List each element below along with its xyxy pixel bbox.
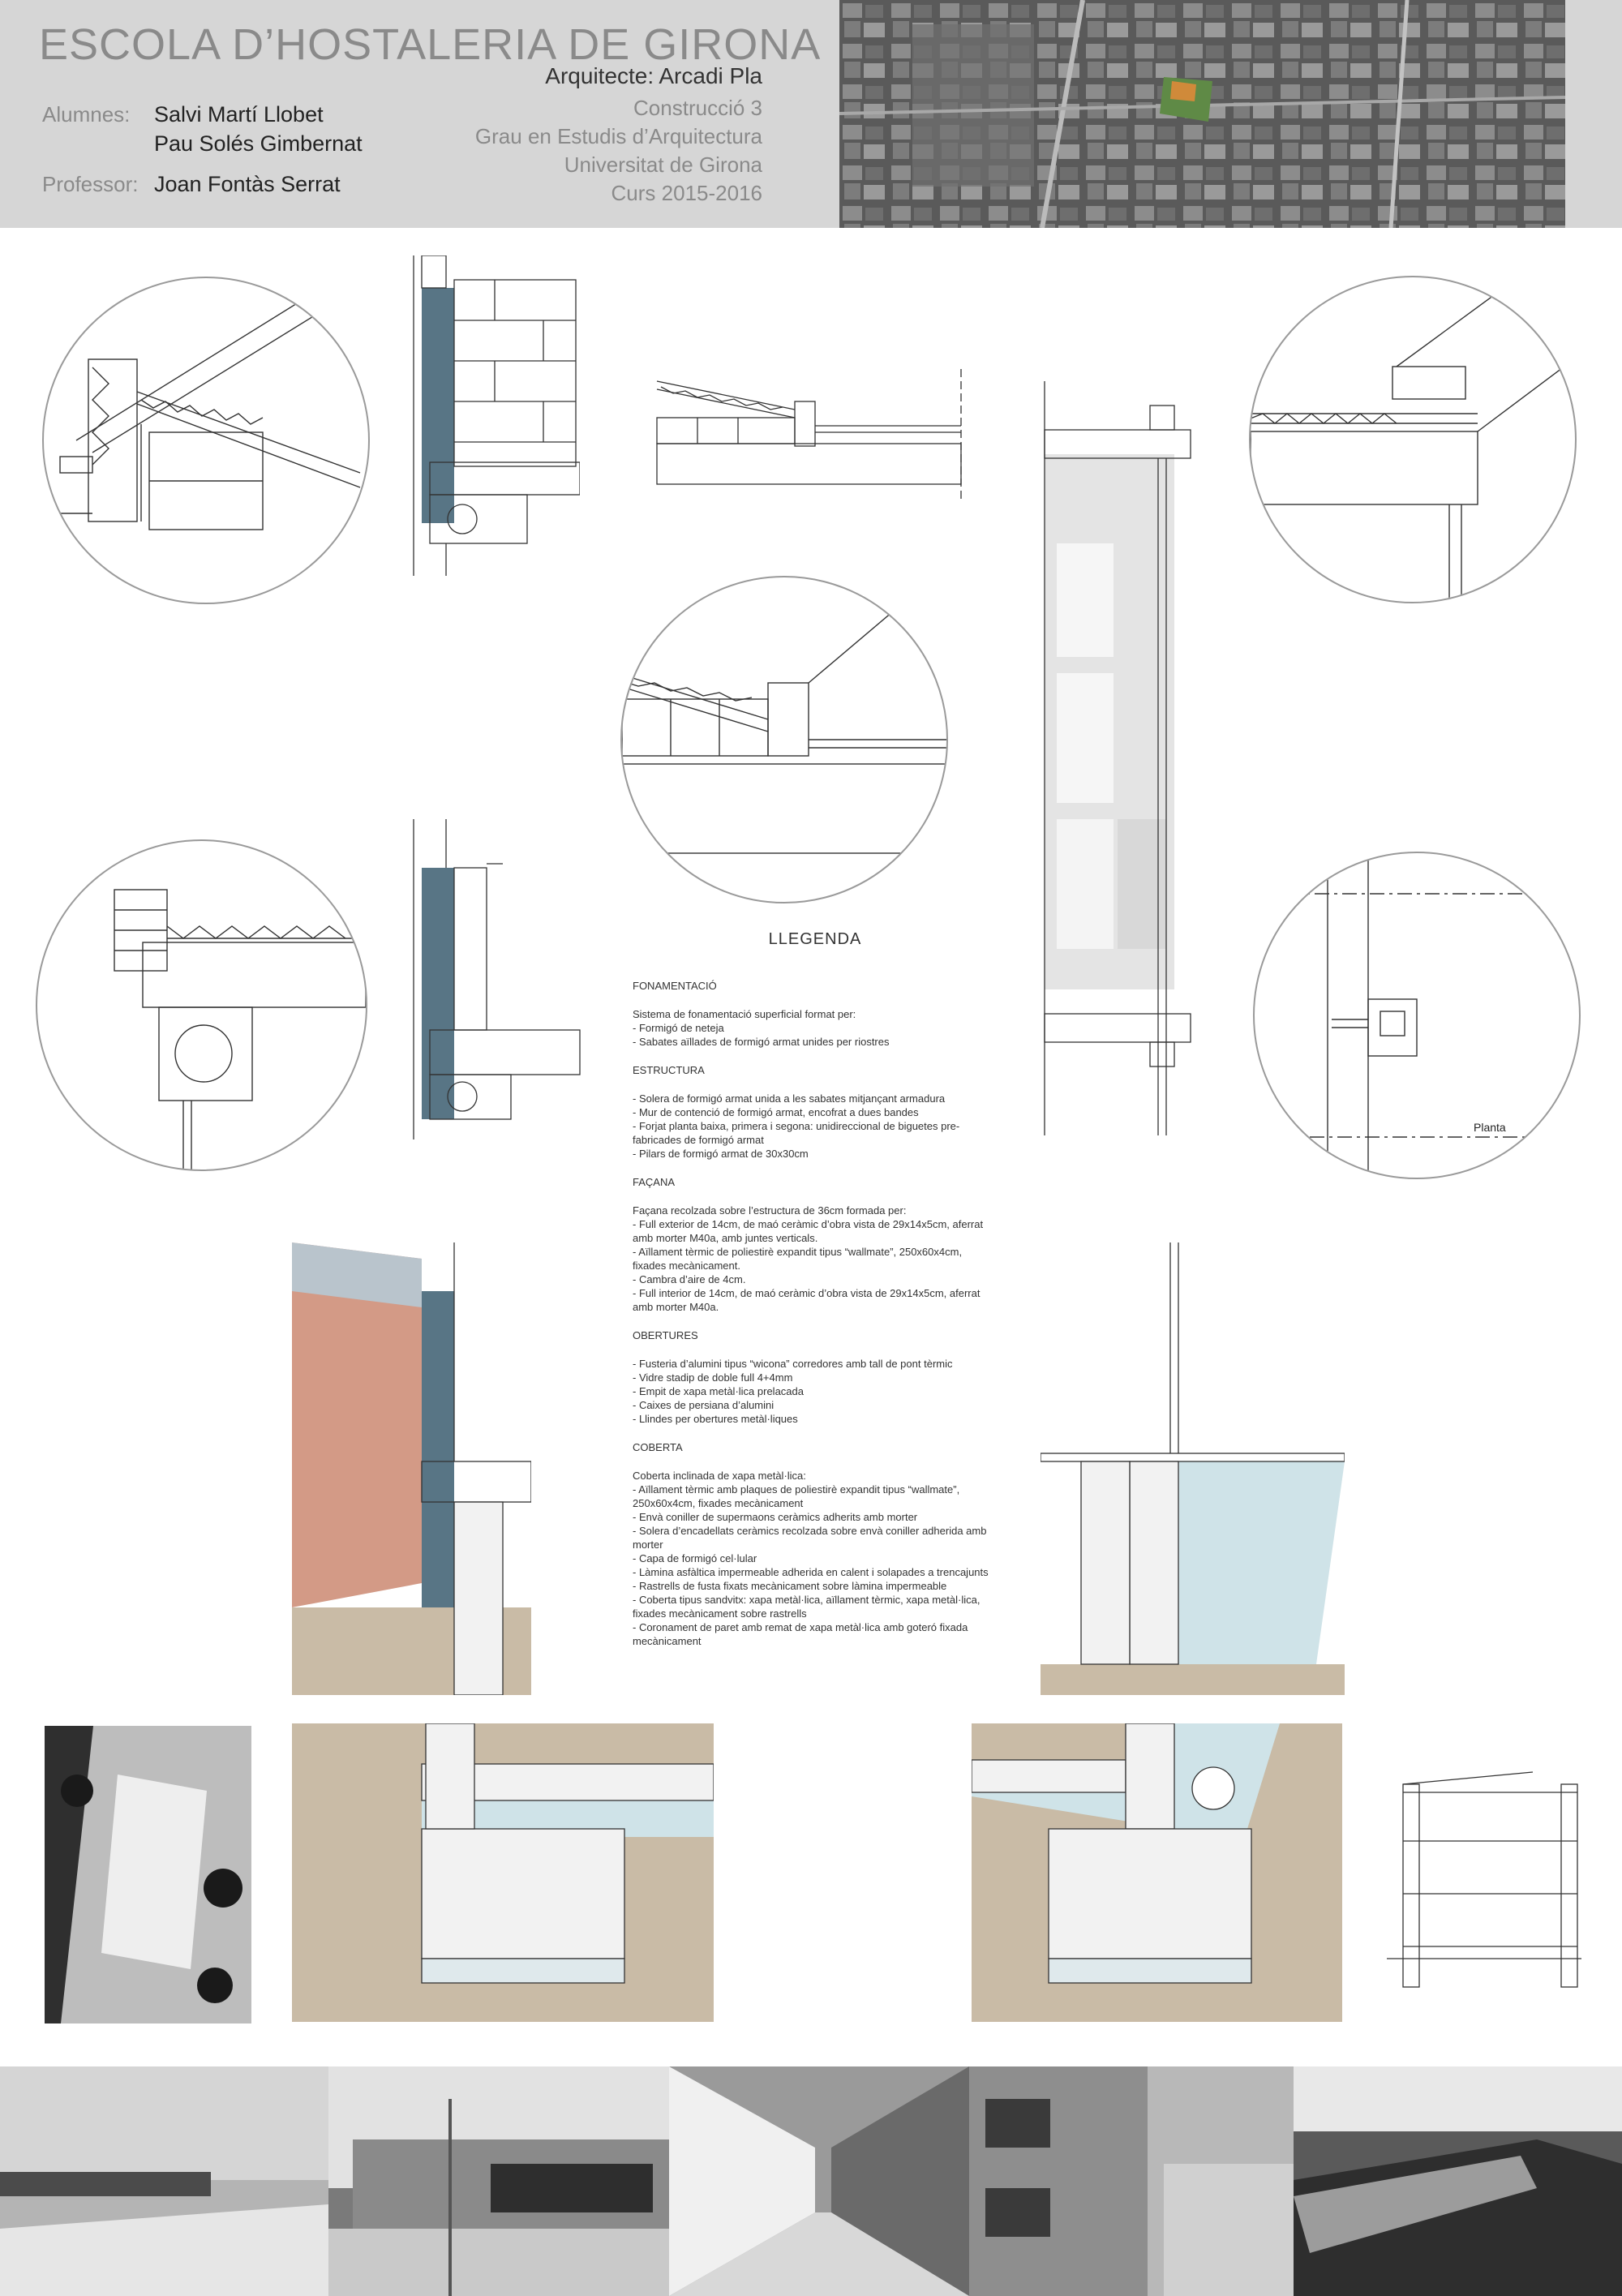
architect-credit: Arquitecte: Arcadi Pla <box>545 63 762 88</box>
legend-item: - Llindes per obertures metàl·liques <box>633 1413 798 1425</box>
legend-heading: FONAMENTACIÓ <box>633 980 717 992</box>
detail-circle-plan <box>1253 852 1581 1179</box>
legend-item: - Pilars de formigó armat de 30x30cm <box>633 1148 809 1160</box>
wall-section-top <box>381 255 580 576</box>
legend-item: - Sabates aïllades de formigó armat unides per riostres <box>633 1036 890 1048</box>
legend-item: - Coberta tipus sandvitx: xapa metàl·lica, aïllament tèrmic, xapa metàl·lica, fixades mecànicament sobre rastrells <box>633 1594 980 1620</box>
glazed-facade-section <box>1036 381 1199 1144</box>
legend-item: - Envà coniller de supermaons ceràmics adherits amb morter <box>633 1511 918 1523</box>
legend-item: - Full exterior de 14cm, de maó ceràmic d’obra vista de 29x14x5cm, aferrat amb morter M40a, amb juntes verticals. <box>633 1218 984 1244</box>
legend-item: - Cambra d’aire de 4cm. <box>633 1273 746 1285</box>
professor-name: Joan Fontàs Serrat <box>154 172 341 196</box>
wall-section-mid <box>381 819 584 1139</box>
photo-windows <box>969 2066 1294 2296</box>
legend <box>633 930 998 1648</box>
photo-corridor <box>669 2066 969 2296</box>
foundation-section-right <box>972 1723 1342 2022</box>
facade-photo-section <box>292 1242 531 1695</box>
legend-item: - Mur de contenció de formigó armat, encofrat a dues bandes <box>633 1106 919 1118</box>
legend-intro: Façana recolzada sobre l’estructura de 36cm formada per: <box>633 1204 907 1217</box>
student-name: Salvi Martí Llobet <box>154 102 324 127</box>
photo-facade <box>328 2066 669 2296</box>
legend-heading: FAÇANA <box>633 1176 676 1188</box>
detail-circle-parapet <box>1249 276 1577 603</box>
photo-courtyard <box>0 2066 328 2296</box>
photo-strip <box>0 2066 1622 2296</box>
legend-item: - Formigó de neteja <box>633 1022 724 1034</box>
legend-item: - Rastrells de fusta fixats mecànicament sobre làmina impermeable <box>633 1580 947 1592</box>
course-year: Curs 2015-2016 <box>611 181 762 205</box>
page-title: ESCOLA D’HOSTALERIA DE GIRONA <box>39 20 822 69</box>
legend-item: - Làmina asfàltica impermeable adherida en calent i solapades a trencajunts <box>633 1566 989 1578</box>
student-name: Pau Solés Gimbernat <box>154 131 363 156</box>
legend-intro: Sistema de fonamentació superficial format per: <box>633 1008 856 1020</box>
legend-item: - Solera de formigó armat unida a les sabates mitjançant armadura <box>633 1092 946 1105</box>
legend-heading: COBERTA <box>633 1441 683 1453</box>
legend-item: - Coronament de paret amb remat de xapa metàl·lica amb goteró fixada mecànicament <box>633 1621 968 1647</box>
legend-heading: OBERTURES <box>633 1329 698 1341</box>
legend-item: - Empit de xapa metàl·lica prelacada <box>633 1385 804 1397</box>
students-label: Alumnes: <box>42 102 131 127</box>
legend-item: - Fusteria d’alumini tipus “wicona” corredores amb tall de pont tèrmic <box>633 1358 953 1370</box>
model-photo <box>45 1726 251 2023</box>
plant-label: Planta <box>1474 1121 1506 1134</box>
foundation-section-left <box>292 1723 714 2022</box>
aerial-photo <box>839 0 1565 228</box>
legend-item: - Full interior de 14cm, de maó ceràmic d’obra vista de 29x14x5cm, aferrat amb morter M40a. <box>633 1287 980 1313</box>
retaining-wall-section <box>1041 1242 1345 1695</box>
roof-section <box>649 369 973 499</box>
legend-item: - Capa de formigó cel·lular <box>633 1552 757 1564</box>
legend-item: - Forjat planta baixa, primera i segona: unidireccional de biguetes pre-fabricades de formigó armat <box>633 1120 960 1146</box>
legend-heading: ESTRUCTURA <box>633 1064 705 1076</box>
course-university: Universitat de Girona <box>564 152 762 177</box>
photo-roof <box>1294 2066 1622 2296</box>
building-section-small <box>1371 1752 1581 2011</box>
header <box>0 0 1622 228</box>
legend-title: LLEGENDA <box>768 930 862 948</box>
detail-circle-roof <box>620 576 948 903</box>
legend-item: - Aïllament tèrmic amb plaques de poliestirè expandit tipus “wallmate”, 250x60x4cm, fixades mecànicament <box>633 1483 960 1509</box>
professor-label: Professor: <box>42 172 139 196</box>
legend-item: - Aïllament tèrmic de poliestirè expandit tipus “wallmate”, 250x60x4cm, fixades mecànicament. <box>633 1246 963 1272</box>
course-degree: Grau en Estudis d’Arquitectura <box>474 124 762 148</box>
legend-item: - Vidre stadip de doble full 4+4mm <box>633 1371 793 1384</box>
course-subject: Construcció 3 <box>633 96 762 120</box>
legend-item: - Caixes de persiana d’alumini <box>633 1399 775 1411</box>
legend-item: - Solera d’encadellats ceràmics recolzada sobre envà coniller adherida amb morter <box>633 1525 987 1551</box>
legend-intro: Coberta inclinada de xapa metàl·lica: <box>633 1470 806 1482</box>
detail-circle-eave <box>42 277 370 604</box>
detail-circle-slab <box>36 839 367 1171</box>
